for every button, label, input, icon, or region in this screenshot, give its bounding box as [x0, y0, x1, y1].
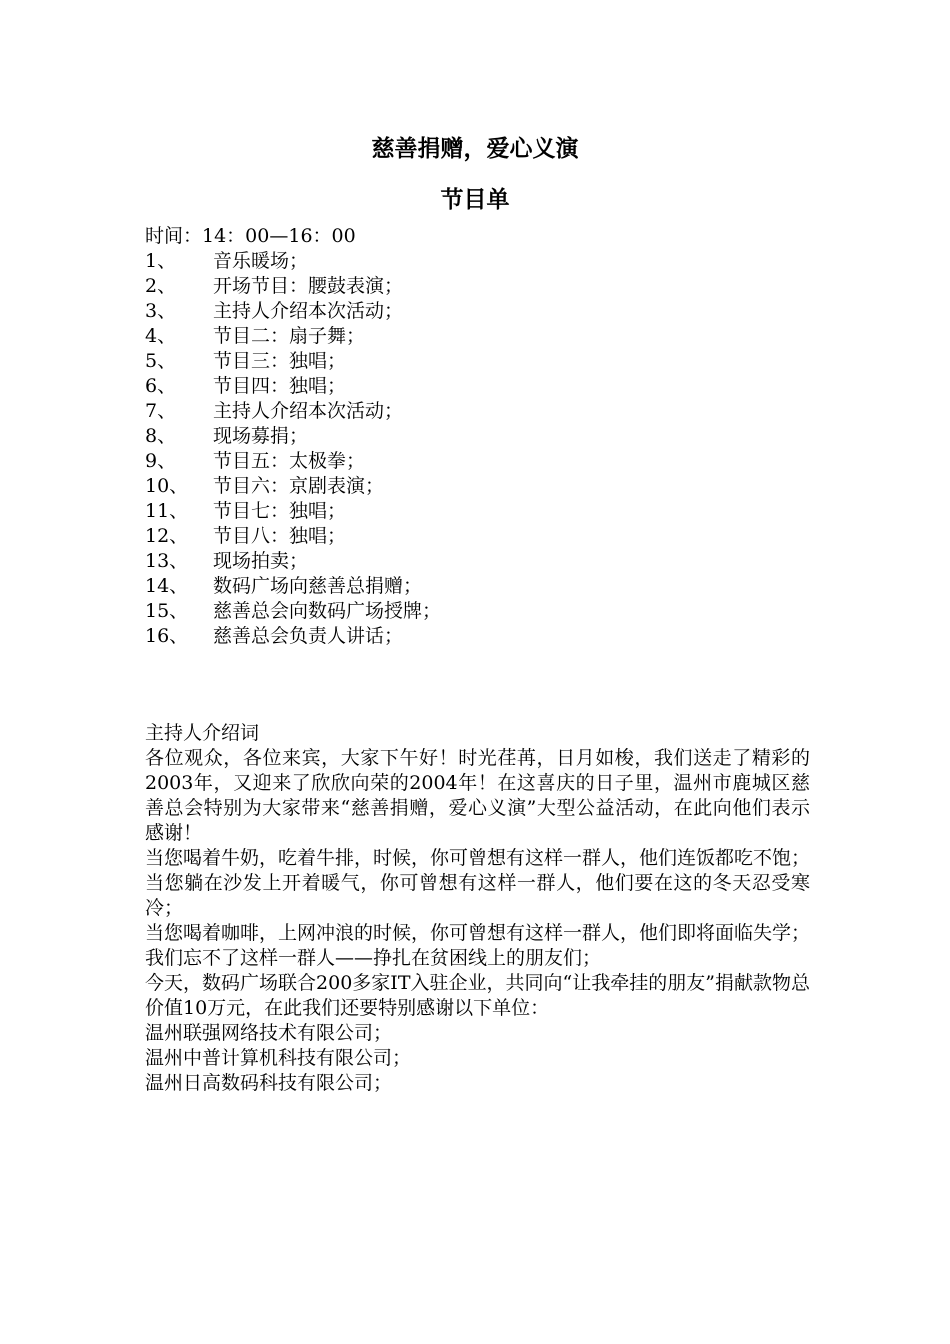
- program-item-number: 6、: [145, 375, 177, 397]
- program-item-text: 开场节目：腰鼓表演；: [213, 275, 404, 297]
- company-name: 温州日高数码科技有限公司；: [145, 1072, 393, 1094]
- program-item: [145, 374, 810, 399]
- program-item-number: 10、: [145, 475, 189, 497]
- program-item-number: 1、: [145, 250, 177, 272]
- program-item-number: 11、: [145, 500, 189, 522]
- program-item-text: 主持人介绍本次活动；: [213, 400, 404, 422]
- host-speech: [145, 721, 810, 1096]
- program-item-text: 主持人介绍本次活动；: [213, 300, 404, 322]
- program-item: [145, 349, 810, 374]
- program-item-text: 节目二：扇子舞；: [213, 325, 366, 347]
- program-item-number: 8、: [145, 425, 177, 447]
- program-item-number: 3、: [145, 300, 177, 322]
- document-title: 慈善捐赠，爱心义演: [371, 136, 579, 162]
- program-item-text: 现场拍卖；: [213, 550, 309, 572]
- program-item-number: 5、: [145, 350, 177, 372]
- program-item-number: 14、: [145, 575, 189, 597]
- program-item: [145, 499, 810, 524]
- program-item-text: 节目五：太极拳；: [213, 450, 366, 472]
- program-item-number: 9、: [145, 450, 177, 472]
- program-item: [145, 274, 810, 299]
- program-item-number: 15、: [145, 600, 189, 622]
- program-item: [145, 574, 810, 599]
- program-item-number: 4、: [145, 325, 177, 347]
- program-item: [145, 299, 810, 324]
- speech-paragraph: 各位观众，各位来宾，大家下午好！时光荏苒，日月如梭，我们送走了精彩的2003年，又迎来了欣欣向荣的2004年！在这喜庆的日子里，温州市鹿城区慈善总会特别为大家带来“慈善捐赠，爱心义演”大型公益活动，在此向他们表示感谢！: [145, 747, 810, 844]
- document-subtitle: 节目单: [440, 187, 510, 213]
- program-item-text: 节目八：独唱；: [213, 525, 347, 547]
- program-item: [145, 624, 810, 649]
- program-item-text: 节目四：独唱；: [213, 375, 347, 397]
- program-item: [145, 549, 810, 574]
- program-item-text: 慈善总会向数码广场授牌；: [213, 600, 442, 622]
- speech-paragraph: 今天，数码广场联合200多家IT入驻企业，共同向“让我牵挂的朋友”捐献款物总价值10万元，在此我们还要特别感谢以下单位：: [145, 972, 810, 1019]
- program-item: [145, 399, 810, 424]
- speech-paragraph: 当您躺在沙发上开着暖气，你可曾想有这样一群人，他们要在这的冬天忍受寒冷；: [145, 872, 810, 919]
- program-item-number: 13、: [145, 550, 189, 572]
- program-item: [145, 524, 810, 549]
- program-item-text: 慈善总会负责人讲话；: [213, 625, 404, 647]
- company-name: 温州联强网络技术有限公司；: [145, 1022, 393, 1044]
- speech-heading: 主持人介绍词: [145, 722, 260, 744]
- program-item: [145, 249, 810, 274]
- program-item-text: 节目三：独唱；: [213, 350, 347, 372]
- program-item-number: 12、: [145, 525, 189, 547]
- program-item: [145, 474, 810, 499]
- program-list: [145, 249, 810, 649]
- program-item: [145, 449, 810, 474]
- event-time: 时间：14：00—16：00: [145, 225, 356, 247]
- speech-paragraph: 我们忘不了这样一群人——挣扎在贫困线上的朋友们；: [145, 947, 602, 969]
- program-item-text: 节目七：独唱；: [213, 500, 347, 522]
- company-name: 温州中普计算机科技有限公司；: [145, 1047, 412, 1069]
- program-item-number: 16、: [145, 625, 189, 647]
- program-item-text: 现场募捐；: [213, 425, 309, 447]
- speech-paragraph: 当您喝着牛奶，吃着牛排，时候，你可曾想有这样一群人，他们连饭都吃不饱；: [145, 847, 811, 869]
- program-item-text: 数码广场向慈善总捐赠；: [213, 575, 423, 597]
- program-item-text: 音乐暖场；: [213, 250, 309, 272]
- program-item: [145, 324, 810, 349]
- program-item: [145, 599, 810, 624]
- program-item-number: 7、: [145, 400, 177, 422]
- program-item-text: 节目六：京剧表演；: [213, 475, 385, 497]
- program-item: [145, 424, 810, 449]
- program-item-number: 2、: [145, 275, 177, 297]
- speech-paragraph: 当您喝着咖啡，上网冲浪的时候，你可曾想有这样一群人，他们即将面临失学；: [145, 922, 811, 944]
